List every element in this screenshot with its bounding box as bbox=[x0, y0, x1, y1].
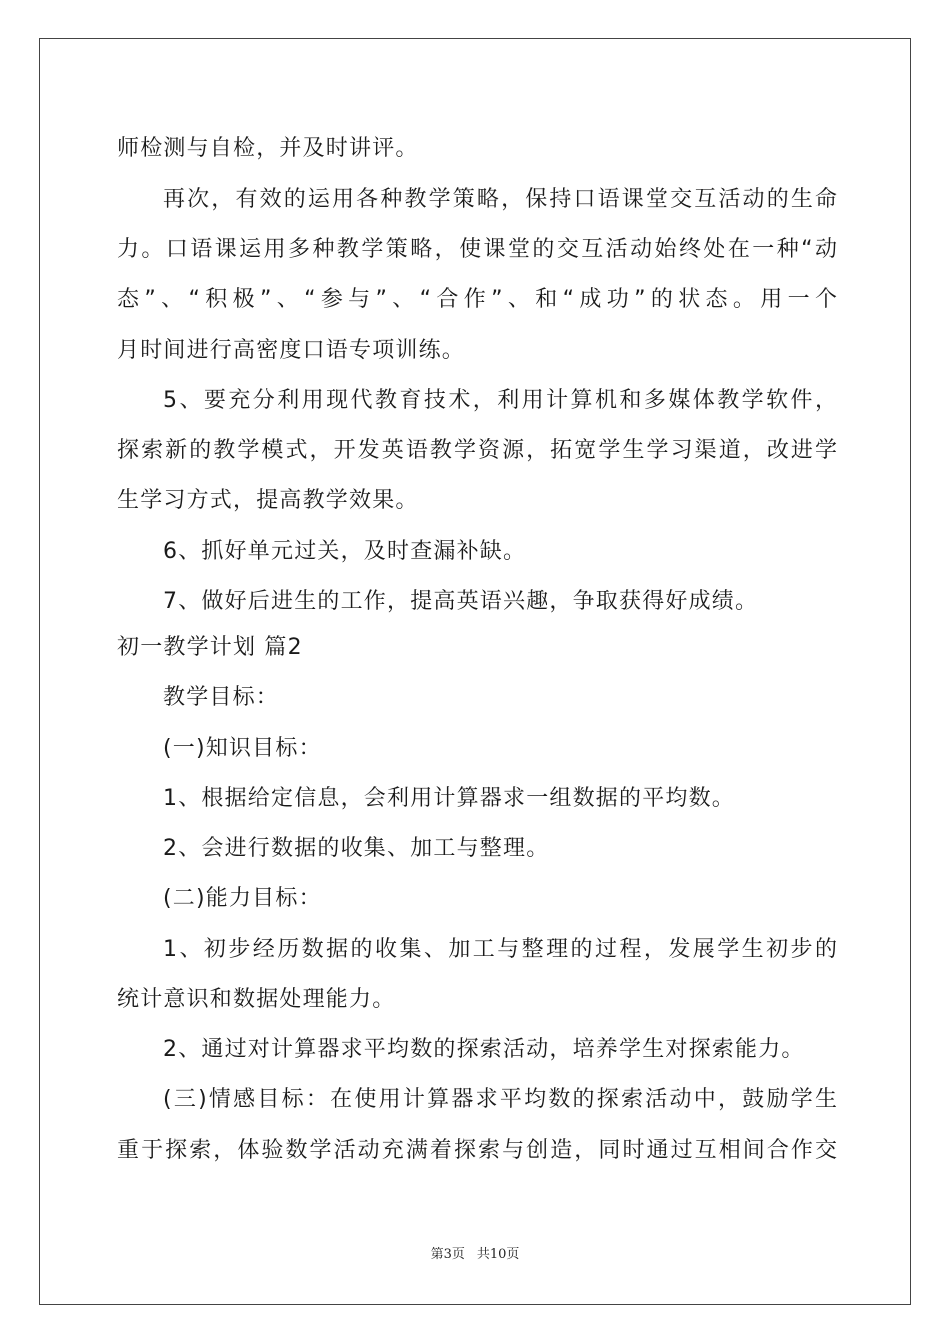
paragraph-line: (三)情感目标：在使用计算器求平均数的探索活动中，鼓励学生 bbox=[163, 1087, 837, 1112]
page-total: 共10页 bbox=[476, 1247, 520, 1262]
paragraph-line: 月时间进行高密度口语专项训练。 bbox=[117, 338, 466, 363]
page-footer bbox=[0, 1246, 950, 1264]
paragraph-line: 重于探索，体验数学活动充满着探索与创造，同时通过互相间合作交 bbox=[117, 1138, 837, 1163]
paragraph-line: 再次，有效的运用各种教学策略，保持口语课堂交互活动的生命 bbox=[163, 187, 837, 212]
paragraph-line: 态”、“积极”、“参与”、“合作”、和“成功”的状态。用一个 bbox=[117, 287, 837, 312]
paragraph-line: 生学习方式，提高教学效果。 bbox=[117, 488, 419, 513]
paragraph-line: 力。口语课运用多种教学策略，使课堂的交互活动始终处在一种“动 bbox=[117, 237, 837, 262]
paragraph-line: (一)知识目标： bbox=[163, 736, 322, 761]
paragraph-line: 教学目标： bbox=[163, 685, 280, 710]
paragraph-line: 6、抓好单元过关，及时查漏补缺。 bbox=[163, 539, 527, 564]
paragraph-line: 7、做好后进生的工作，提高英语兴趣，争取获得好成绩。 bbox=[163, 589, 759, 614]
paragraph-line: (二)能力目标： bbox=[163, 886, 322, 911]
paragraph-line: 1、根据给定信息，会利用计算器求一组数据的平均数。 bbox=[163, 786, 735, 811]
paragraph-line: 师检测与自检，并及时讲评。 bbox=[117, 136, 419, 161]
section-heading: 初一教学计划 篇2 bbox=[117, 635, 303, 660]
page-number: 第3页 bbox=[430, 1247, 465, 1262]
paragraph-line: 探索新的教学模式，开发英语教学资源，拓宽学生学习渠道，改进学 bbox=[117, 438, 837, 463]
paragraph-line: 2、会进行数据的收集、加工与整理。 bbox=[163, 836, 550, 861]
paragraph-line: 统计意识和数据处理能力。 bbox=[117, 987, 396, 1012]
paragraph-line: 2、通过对计算器求平均数的探索活动，培养学生对探索能力。 bbox=[163, 1037, 805, 1062]
paragraph-line: 1、初步经历数据的收集、加工与整理的过程，发展学生初步的 bbox=[163, 937, 837, 962]
paragraph-line: 5、要充分利用现代教育技术，利用计算机和多媒体教学软件， bbox=[163, 388, 837, 413]
